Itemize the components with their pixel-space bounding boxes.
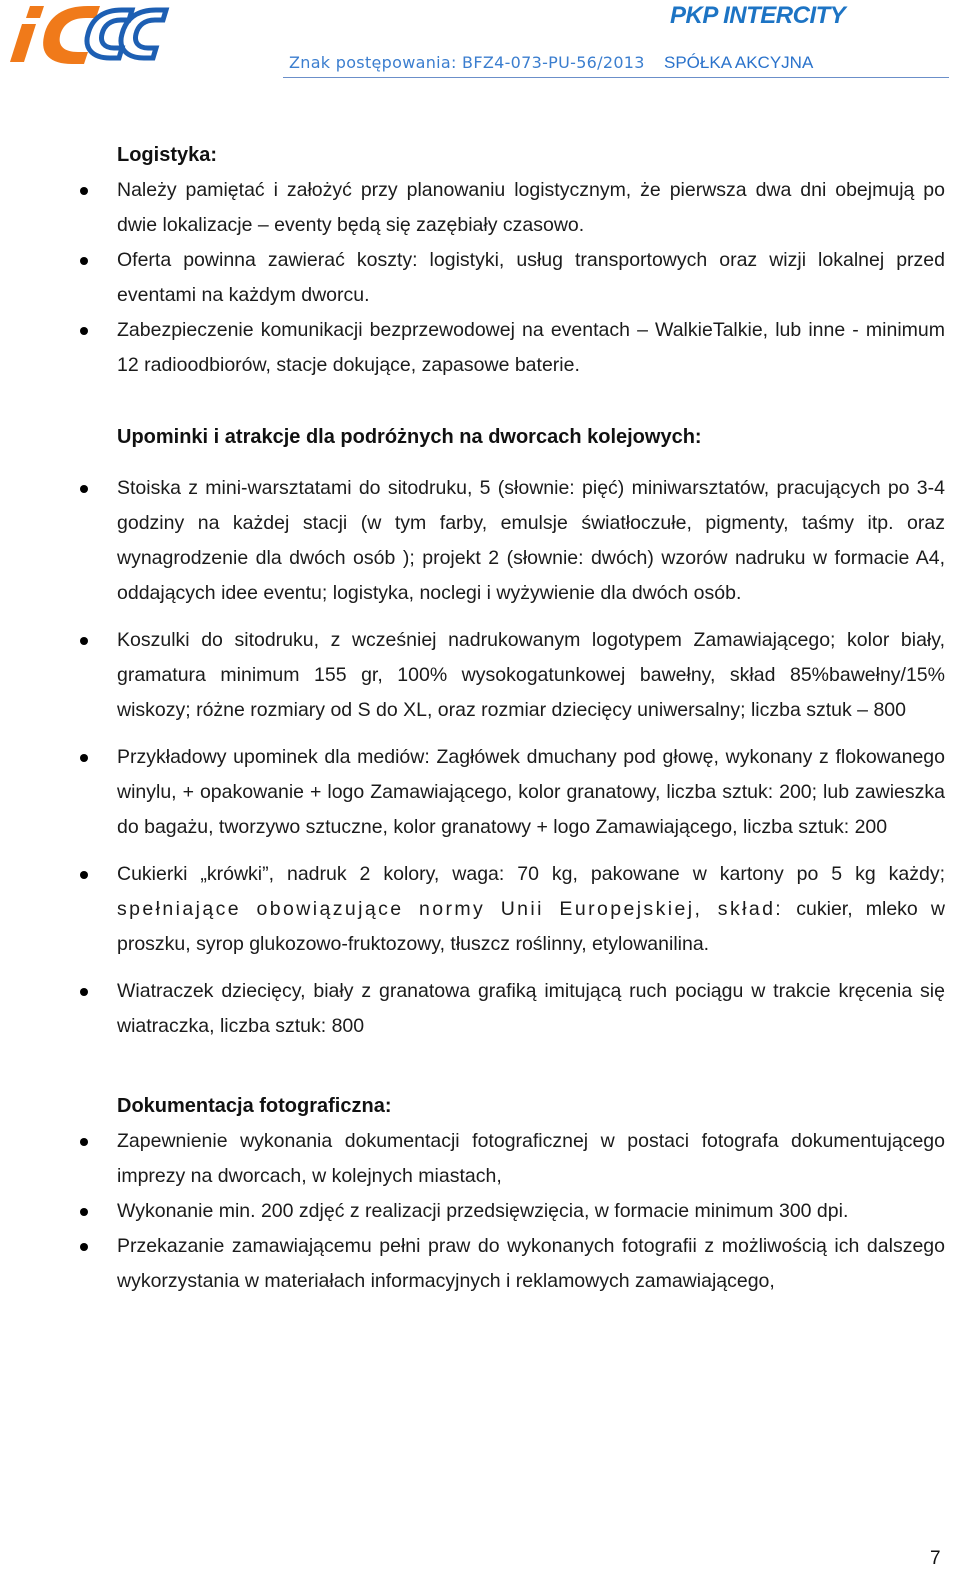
list-item	[117, 857, 945, 962]
candy-text-spaced: spełniające obowiązujące normy Unii Europejskiej, skład:	[117, 898, 784, 920]
section-heading: Dokumentacja fotograficzna:	[117, 1095, 392, 1117]
list-item: Wykonanie min. 200 zdjęć z realizacji przedsięwzięcia, w formacie minimum 300 dpi.	[117, 1194, 945, 1229]
bullet-list	[117, 471, 945, 1044]
list-item: Koszulki do sitodruku, z wcześniej nadrukowanym logotypem Zamawiającego; kolor biały, gramatura minimum 155 gr, 100% wysokogatunkowej bawełny, skład 85%bawełny/15% wiskozy; różne rozmiary od S do XL, oraz rozmiar dziecięcy uniwersalny; liczba sztuk – 800	[117, 623, 945, 728]
company-type: SPÓŁKA AKCYJNA	[664, 53, 814, 72]
section-souvenirs	[117, 420, 945, 1044]
list-item: Należy pamiętać i założyć przy planowaniu logistycznym, że pierwsza dwa dni obejmują po dwie lokalizacje – eventy będą się zazębiały czasowo.	[117, 173, 945, 243]
document-body	[117, 138, 945, 1299]
candy-text-start: Cukierki „krówki”, nadruk 2 kolory, waga: 70 kg, pakowane w kartony po 5 kg każdy;	[117, 863, 945, 885]
page-header	[0, 0, 960, 82]
header-divider	[283, 77, 949, 78]
list-item: Przykładowy upominek dla mediów: Zagłówek dmuchany pod głowę, wykonany z flokowanego winylu, + opakowanie + logo Zamawiającego, kolor granatowy, liczba sztuk: 200; lub zawieszka do bagażu, tworzywo sztuczne, kolor granatowy + logo Zamawiającego, liczba sztuk: 200	[117, 740, 945, 845]
list-item: Stoiska z mini-warsztatami do sitodruku, 5 (słownie: pięć) miniwarsztatów, pracujących po 3-4 godziny na każdej stacji (w tym farby, emulsje światłoczułe, pigmenty, taśmy itp. oraz wynagrodzenie dla dwóch osób ); projekt 2 (słownie: dwóch) wzorów nadruku w formacie A4, oddających idee eventu; logistyka, noclegi i wyżywienie dla dwóch osób.	[117, 471, 945, 611]
list-item: Zapewnienie wykonania dokumentacji fotograficznej w postaci fotografa dokumentującego imprezy na dworcach, w kolejnych miastach,	[117, 1124, 945, 1194]
reference-number: Znak postępowania: BFZ4-073-PU-56/2013	[289, 53, 645, 72]
bullet-list	[117, 173, 945, 383]
page-number: 7	[930, 1548, 941, 1569]
section-heading: Upominki i atrakcje dla podróżnych na dworcach kolejowych:	[117, 426, 702, 448]
bullet-list	[117, 1124, 945, 1299]
list-item: Oferta powinna zawierać koszty: logistyki, usług transportowych oraz wizji lokalnej przed eventami na każdym dworcu.	[117, 243, 945, 313]
candy-text-end: cukier, mleko w proszku, syrop glukozowo-fruktozowy, tłuszcz roślinny, etylowanilina.	[117, 898, 945, 955]
section-heading: Logistyka:	[117, 144, 218, 166]
section-logistics	[117, 138, 945, 383]
list-item: Zabezpieczenie komunikacji bezprzewodowej na eventach – WalkieTalkie, lub inne - minimum 12 radioodbiorów, stacje dokujące, zapasowe baterie.	[117, 313, 945, 383]
pkp-intercity-logo-icon	[4, 2, 170, 66]
section-photo-documentation	[117, 1089, 945, 1299]
brand-name: PKP INTERCITY	[670, 2, 846, 29]
list-item: Przekazanie zamawiającemu pełni praw do wykonanych fotografii z możliwością ich dalszego wykorzystania w materiałach informacyjnych i reklamowych zamawiającego,	[117, 1229, 945, 1299]
list-item: Wiatraczek dziecięcy, biały z granatowa grafiką imitującą ruch pociągu w trakcie kręcenia się wiatraczka, liczba sztuk: 800	[117, 974, 945, 1044]
